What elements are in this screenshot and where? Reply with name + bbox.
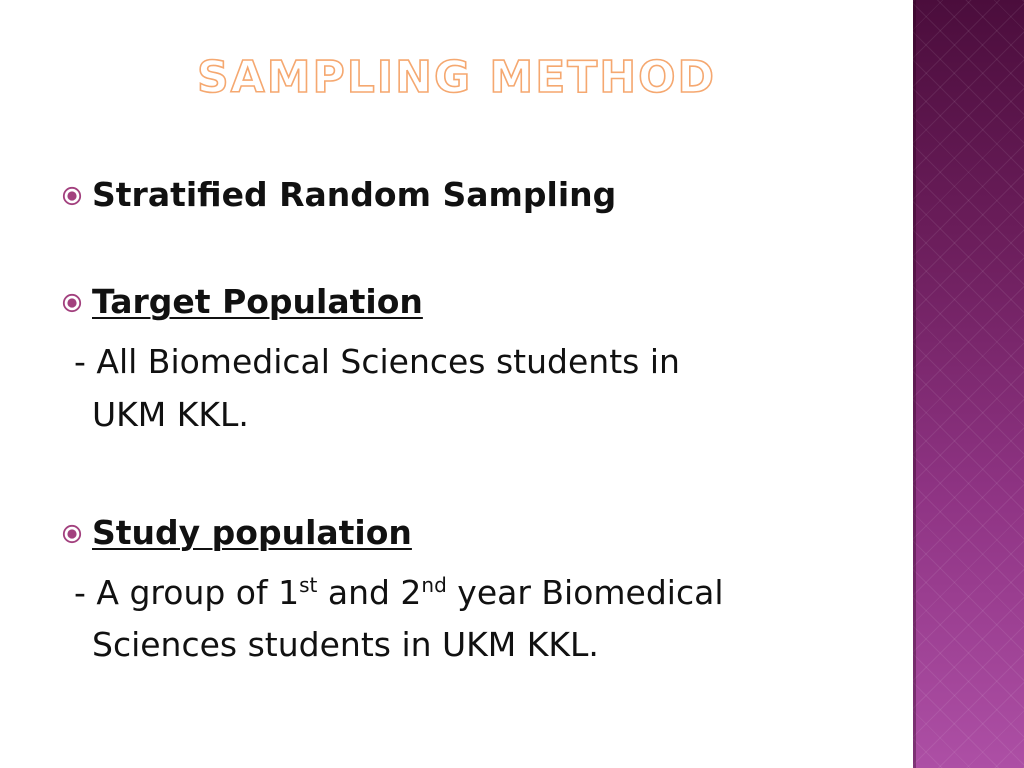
bullet-label: Target Population bbox=[92, 282, 423, 321]
study-population-line-1 bbox=[74, 568, 724, 618]
circled-dot-icon bbox=[62, 186, 82, 206]
slide-title: SAMPLING METHOD bbox=[196, 52, 717, 103]
ordinal-suffix: st bbox=[299, 573, 318, 597]
target-population-line-1: - All Biomedical Sciences students in bbox=[74, 342, 680, 381]
study-line-text: year Biomedical bbox=[446, 573, 724, 612]
study-line-text: - A group of 1 bbox=[74, 573, 300, 612]
decorative-side-panel bbox=[913, 0, 1024, 768]
study-population-line-2: Sciences students in UKM KKL. bbox=[92, 625, 599, 664]
ordinal-suffix: nd bbox=[421, 573, 447, 597]
bullet-label: Stratified Random Sampling bbox=[92, 175, 617, 214]
circled-dot-icon bbox=[62, 524, 82, 544]
circled-dot-icon bbox=[62, 293, 82, 313]
bullet-label: Study population bbox=[92, 513, 412, 552]
study-line-text: and 2 bbox=[317, 573, 422, 612]
target-population-line-2: UKM KKL. bbox=[92, 395, 249, 434]
